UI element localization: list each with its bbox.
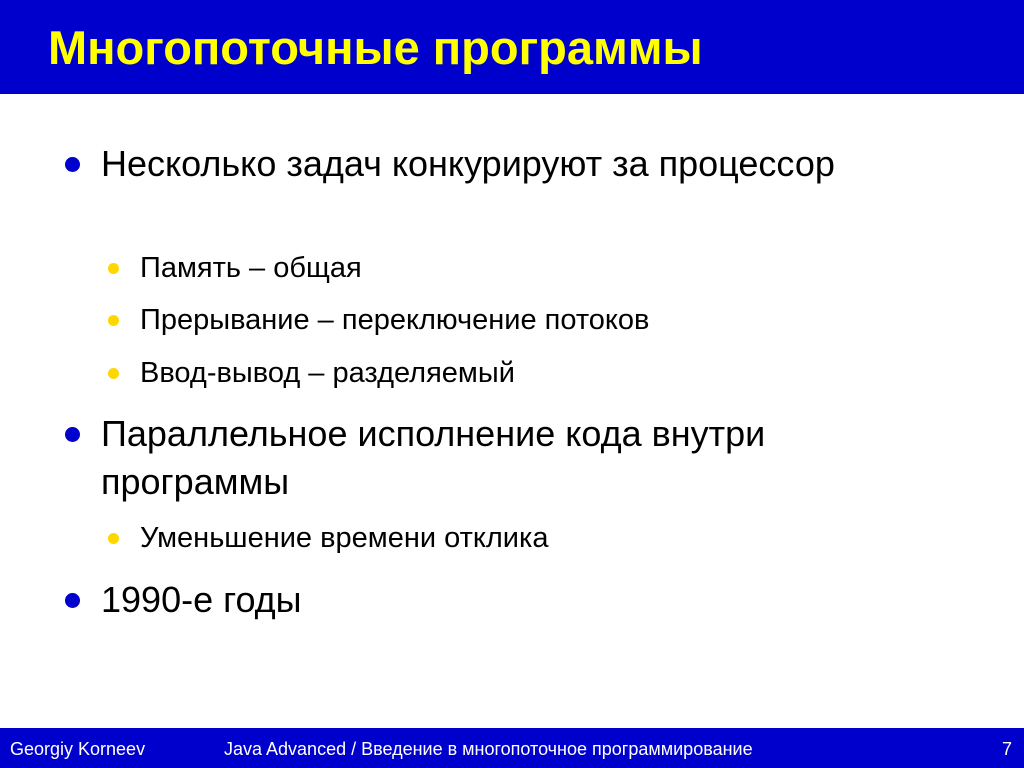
bullet-text: Параллельное исполнение кода внутри программы (101, 413, 766, 502)
bullet-text: Несколько задач конкурируют за процессор (101, 143, 835, 184)
sub-bullet-dot-icon (108, 315, 119, 326)
sub-bullet-text: Уменьшение времени отклика (140, 522, 549, 554)
bullet-text: 1990-е годы (101, 579, 302, 620)
footer-course-title: Java Advanced / Введение в многопоточное программирование (224, 739, 753, 759)
footer-bar (0, 728, 1024, 768)
sub-bullet-dot-icon (108, 368, 119, 379)
sub-bullet-text: Прерывание – переключение потоков (140, 304, 650, 336)
sub-bullet-text: Память – общая (140, 252, 362, 284)
bullet-dot-icon (65, 427, 80, 442)
footer-author: Georgiy Korneev (10, 739, 146, 759)
bullet-dot-icon (65, 593, 80, 608)
slide-title: Многопоточные программы (48, 21, 703, 74)
sub-bullet-dot-icon (108, 533, 119, 544)
bullet-dot-icon (65, 157, 80, 172)
sub-bullet-text: Ввод-вывод – разделяемый (140, 357, 515, 389)
sub-bullet-dot-icon (108, 263, 119, 274)
page-number: 7 (1001, 739, 1012, 759)
